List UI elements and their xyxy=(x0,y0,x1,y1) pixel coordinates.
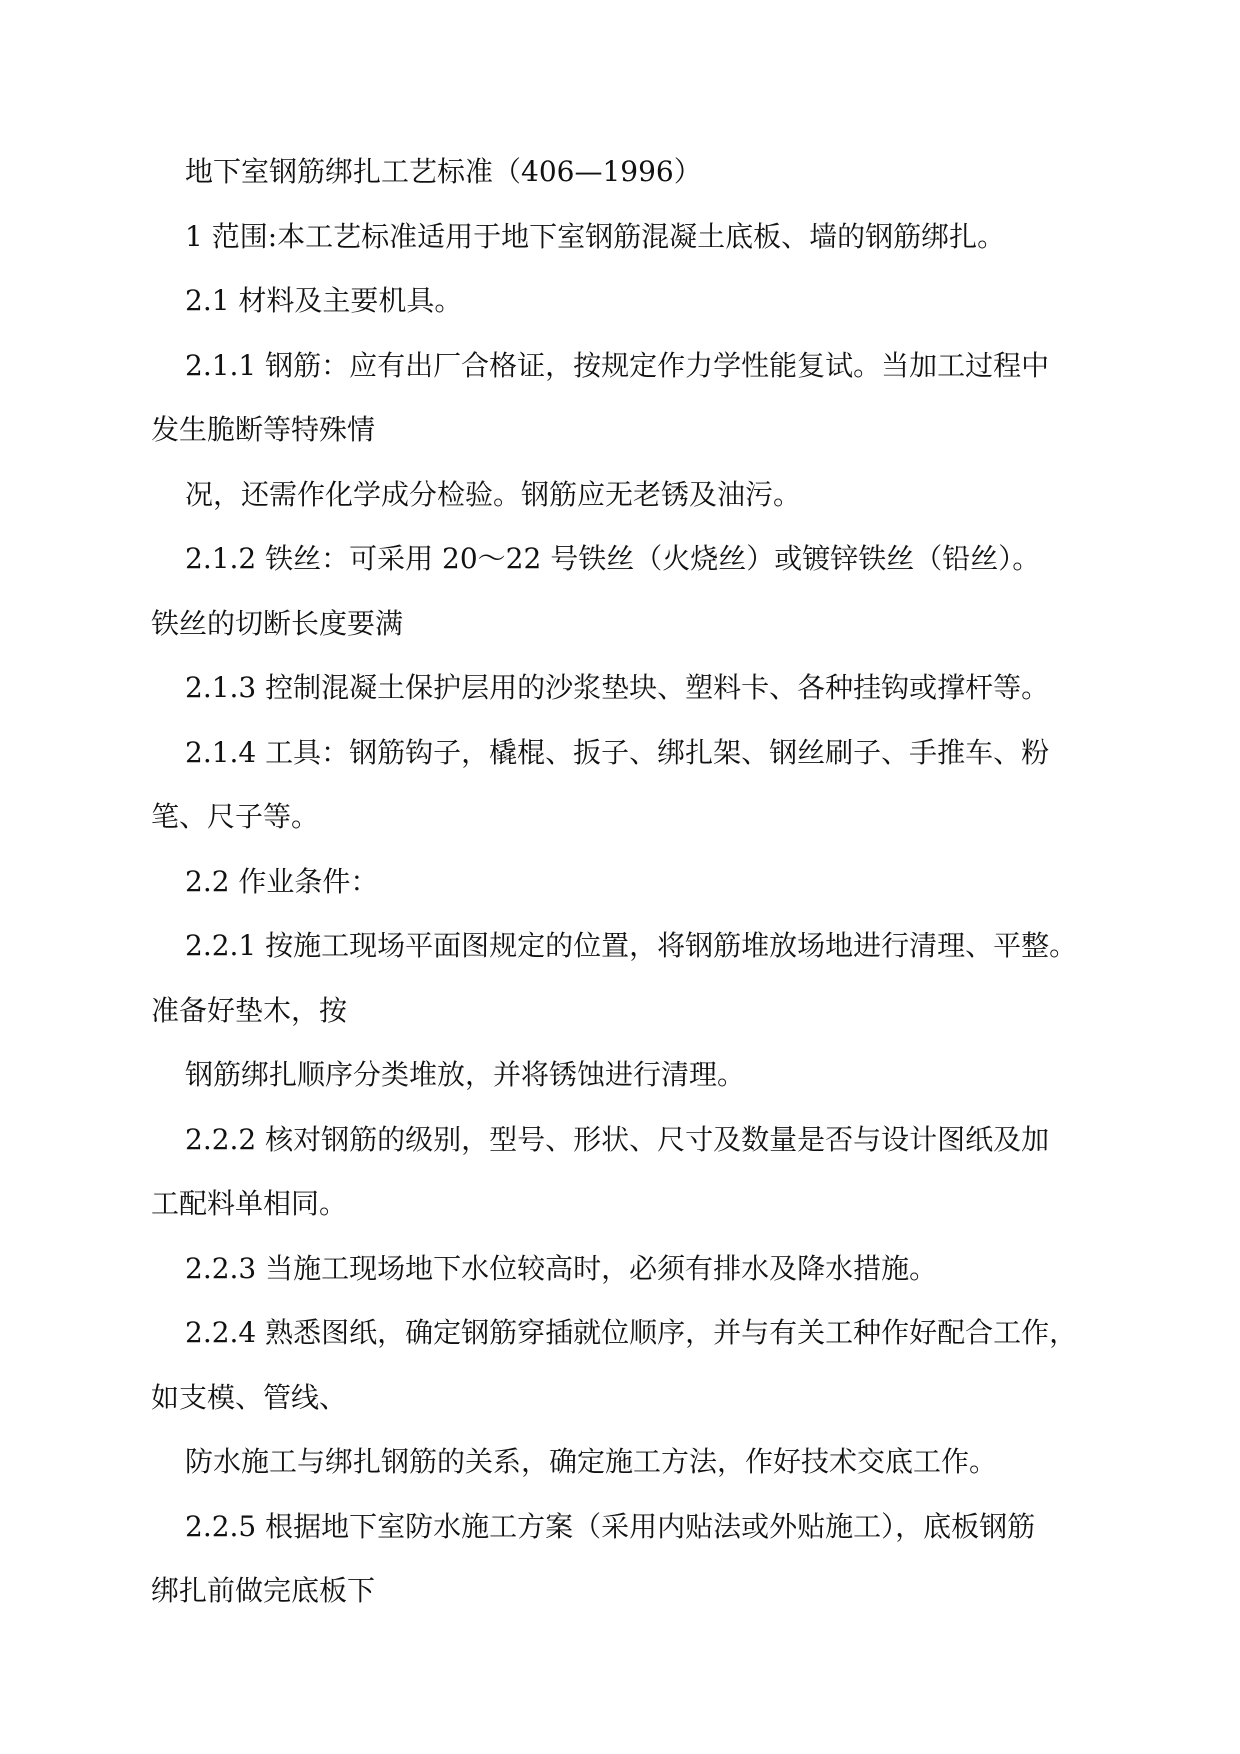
paragraph-line: 2.1.2 铁丝：可采用 20～22 号铁丝（火烧丝）或镀锌铁丝（铅丝）。 xyxy=(185,542,1041,575)
paragraph-line: 2.1.1 钢筋：应有出厂合格证，按规定作力学性能复试。当加工过程中 xyxy=(185,348,1050,382)
paragraph-line: 况，还需作化学成分检验。钢筋应无老锈及油污。 xyxy=(185,477,802,511)
paragraph-line: 发生脆断等特殊情 xyxy=(151,413,376,446)
paragraph-line: 钢筋绑扎顺序分类堆放，并将锈蚀进行清理。 xyxy=(185,1058,746,1091)
paragraph-line: 2.2 作业条件： xyxy=(185,864,379,898)
paragraph-line: 准备好垫木，按 xyxy=(151,993,348,1027)
paragraph-line: 2.1.4 工具：钢筋钩子，橇棍、扳子、绑扎架、钢丝刷子、手推车、粉 xyxy=(185,735,1050,769)
paragraph-line: 2.2.1 按施工现场平面图规定的位置，将钢筋堆放场地进行清理、平整。 xyxy=(185,929,1078,962)
paragraph-line: 笔、尺子等。 xyxy=(151,800,320,833)
document-title: 地下室钢筋绑扎工艺标准（406—1996） xyxy=(185,155,702,188)
paragraph-line: 2.2.3 当施工现场地下水位较高时，必须有排水及降水措施。 xyxy=(185,1251,938,1285)
paragraph-line: 2.2.2 核对钢筋的级别，型号、形状、尺寸及数量是否与设计图纸及加 xyxy=(185,1122,1050,1156)
paragraph-line: 如支模、管线、 xyxy=(151,1380,348,1414)
paragraph-line: 工配料单相同。 xyxy=(151,1187,348,1220)
paragraph-line: 2.1 材料及主要机具。 xyxy=(185,284,463,317)
paragraph-line: 绑扎前做完底板下 xyxy=(151,1574,376,1607)
paragraph-line: 1 范围:本工艺标准适用于地下室钢筋混凝土底板、墙的钢筋绑扎。 xyxy=(185,219,1006,253)
paragraph-line: 2.1.3 控制混凝土保护层用的沙浆垫块、塑料卡、各种挂钩或撑杆等。 xyxy=(185,671,1050,704)
document-page xyxy=(151,140,1101,1624)
paragraph-line: 2.2.5 根据地下室防水施工方案（采用内贴法或外贴施工），底板钢筋 xyxy=(185,1509,1036,1543)
paragraph-line: 防水施工与绑扎钢筋的关系，确定施工方法，作好技术交底工作。 xyxy=(185,1445,998,1478)
paragraph-line: 铁丝的切断长度要满 xyxy=(151,606,404,640)
paragraph-line: 2.2.4 熟悉图纸，确定钢筋穿插就位顺序，并与有关工种作好配合工作， xyxy=(185,1316,1078,1349)
